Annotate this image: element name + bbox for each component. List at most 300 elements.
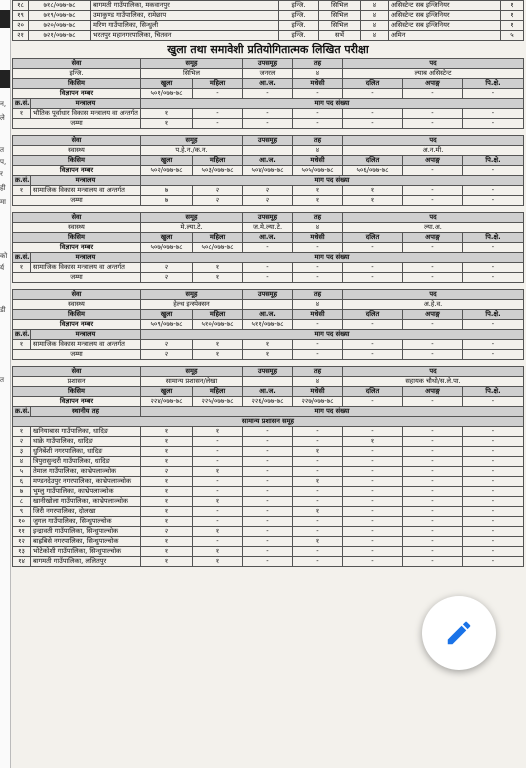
table-cell: २ xyxy=(141,350,193,360)
edge-text: त xyxy=(0,376,4,384)
table-cell: १ xyxy=(193,557,243,567)
table-cell: - xyxy=(293,497,343,507)
table-cell: २ xyxy=(13,437,31,447)
table-cell: ४ xyxy=(361,31,389,41)
table-cell: ७१९/०७७-७८ xyxy=(29,11,91,21)
table-cell: २ xyxy=(193,186,243,196)
edge-text: डी xyxy=(0,306,6,314)
table-row xyxy=(13,330,524,340)
vigyapan-number: ५१०/०७७-७८ xyxy=(193,320,243,330)
table-cell: - xyxy=(343,340,403,350)
vigyapan-label: विज्ञापन नम्बर xyxy=(13,397,141,407)
table-cell: १ xyxy=(141,109,193,119)
table-cell: मण्डनदेउपुर नगरपालिका, काभ्रेपलाञ्चोक xyxy=(31,477,141,487)
vigyapan-number: - xyxy=(403,320,463,330)
table-cell: ४ xyxy=(13,457,31,467)
table-cell: - xyxy=(403,537,463,547)
table-cell: - xyxy=(463,467,524,477)
mahila-header: महिला xyxy=(193,156,243,166)
vigyapan-number: - xyxy=(293,243,343,253)
table-row xyxy=(13,243,524,253)
table-cell: - xyxy=(403,109,463,119)
vacancy-table xyxy=(12,58,524,129)
table-row xyxy=(13,11,524,21)
table-row xyxy=(13,223,524,233)
table-cell: इन्जि. xyxy=(279,1,319,11)
table-cell: अमिन xyxy=(389,31,501,41)
table-cell: - xyxy=(293,273,343,283)
table-cell: - xyxy=(463,447,524,457)
table-cell: भौतिक पूर्वाधार विकास मन्त्रालय वा अन्तर्गत xyxy=(31,109,141,119)
table-row xyxy=(13,547,524,557)
pad-header: पद xyxy=(343,136,524,146)
table-cell: - xyxy=(463,477,524,487)
vigyapan-number: - xyxy=(403,166,463,176)
table-cell: ७२१/०७७-७८ xyxy=(29,31,91,41)
mahila-header: महिला xyxy=(193,387,243,397)
edge-mark xyxy=(0,70,10,88)
table-cell: - xyxy=(293,467,343,477)
mantralaya-header: मन्त्रालय xyxy=(31,176,141,186)
apanga-header: अपाङ्ग xyxy=(403,156,463,166)
upasamuh-header: उपसमूह xyxy=(243,213,293,223)
aaja-header: आ.ज. xyxy=(243,79,293,89)
table-cell: - xyxy=(343,507,403,517)
table-cell: १ xyxy=(293,186,343,196)
table-cell: भुम्लु गाउँपालिका, काभ्रेपलाञ्चोक xyxy=(31,487,141,497)
table-cell: - xyxy=(293,547,343,557)
table-cell: - xyxy=(293,527,343,537)
taha-header: तह xyxy=(293,367,343,377)
table-cell: - xyxy=(293,487,343,497)
table-cell: - xyxy=(343,350,403,360)
table-cell: धुनिबेंशी नगरपालिका, धादिङ xyxy=(31,447,141,457)
table-cell: - xyxy=(463,437,524,447)
maag-header: माग पद संख्या xyxy=(141,330,524,340)
upasamuh-header: उपसमूह xyxy=(243,367,293,377)
page-title: खुला तथा समावेशी प्रतियोगितात्मक लिखित परीक्षा xyxy=(167,43,369,56)
table-cell: - xyxy=(403,119,463,129)
table-cell: १ xyxy=(343,437,403,447)
table-cell: मरिण गाउँपालिका, सिन्धुली xyxy=(91,21,279,31)
table-cell: १ xyxy=(13,186,31,196)
vigyapan-label: विज्ञापन नम्बर xyxy=(13,89,141,99)
pichhe-header: पि.क्षे. xyxy=(463,233,524,243)
table-row xyxy=(13,109,524,119)
khula-header: खुला xyxy=(141,233,193,243)
dalit-header: दलित xyxy=(343,387,403,397)
vacancy-table xyxy=(12,289,524,360)
table-cell: थाक्रे गाउँपालिका, धादिङ xyxy=(31,437,141,447)
table-cell: - xyxy=(243,273,293,283)
aaja-header: आ.ज. xyxy=(243,310,293,320)
table-row xyxy=(13,196,524,206)
table-row xyxy=(13,367,524,377)
vigyapan-number: - xyxy=(293,320,343,330)
vigyapan-number: २२५/०७७-७८ xyxy=(193,397,243,407)
dalit-header: दलित xyxy=(343,79,403,89)
table-cell: ७ xyxy=(13,487,31,497)
edge-mark xyxy=(0,10,10,28)
table-cell: - xyxy=(403,340,463,350)
table-cell: १ xyxy=(243,340,293,350)
vigyapan-number: - xyxy=(463,397,524,407)
khula-header: खुला xyxy=(141,310,193,320)
table-cell: १० xyxy=(13,517,31,527)
table-cell: ४ xyxy=(361,11,389,21)
vigyapan-number: ५०५/०७७-७८ xyxy=(293,166,343,176)
table-cell: - xyxy=(403,467,463,477)
table-cell: १ xyxy=(293,447,343,457)
table-cell: - xyxy=(243,497,293,507)
pad-value: सहायक चौथो/स.ले.पा. xyxy=(343,377,524,387)
taha-header: तह xyxy=(293,59,343,69)
vigyapan-number: ५०३/०७७-७८ xyxy=(193,166,243,176)
pad-value: ल्याब असिस्टेन्ट xyxy=(343,69,524,79)
mantralaya-header: मन्त्रालय xyxy=(31,99,141,109)
table-cell: १८ xyxy=(13,1,29,11)
table-cell: बागमती गाउँपालिका, ललितपुर xyxy=(31,557,141,567)
table-cell: - xyxy=(243,517,293,527)
vacancy-table-local xyxy=(12,366,524,567)
madhesi-header: मधेसी xyxy=(293,156,343,166)
table-cell: - xyxy=(243,557,293,567)
vigyapan-number: - xyxy=(243,243,293,253)
edit-fab-button[interactable] xyxy=(422,596,496,670)
sewa-header: सेवा xyxy=(13,213,141,223)
sewa-value: स्वास्थ्य xyxy=(13,146,141,156)
table-cell: ४ xyxy=(361,1,389,11)
table-cell: - xyxy=(293,437,343,447)
edge-text: मा xyxy=(0,198,6,206)
table-cell: खानीखोला गाउँपालिका, काभ्रेपलाञ्चोक xyxy=(31,497,141,507)
table-cell: सामाजिक विकास मन्त्रालय वा अन्तर्गत xyxy=(31,263,141,273)
table-cell: सामाजिक विकास मन्त्रालय वा अन्तर्गत xyxy=(31,186,141,196)
aaja-header: आ.ज. xyxy=(243,233,293,243)
table-row xyxy=(13,21,524,31)
table-cell: भरतपुर महानगरपालिका, चितवन xyxy=(91,31,279,41)
taha-header: तह xyxy=(293,290,343,300)
madhesi-header: मधेसी xyxy=(293,79,343,89)
pichhe-header: पि.क्षे. xyxy=(463,387,524,397)
table-cell: इन्जि. xyxy=(279,21,319,31)
vigyapan-number: - xyxy=(463,89,524,99)
upasamuh-value xyxy=(243,146,293,156)
table-cell: - xyxy=(463,427,524,437)
edge-text: न, xyxy=(0,100,7,108)
table-cell: - xyxy=(193,477,243,487)
sewa-value: स्वास्थ्य xyxy=(13,300,141,310)
table-cell: ४ xyxy=(361,21,389,31)
mahila-header: महिला xyxy=(193,310,243,320)
table-cell: - xyxy=(343,109,403,119)
table-row xyxy=(13,507,524,517)
dalit-header: दलित xyxy=(343,156,403,166)
samuh-value: सिभिल xyxy=(141,69,243,79)
sewa-header: सेवा xyxy=(13,59,141,69)
samuh-value: सामान्य प्रशासन/लेखा xyxy=(141,377,243,387)
table-row xyxy=(13,233,524,243)
table-cell: १ xyxy=(141,517,193,527)
vigyapan-number: - xyxy=(403,397,463,407)
kisim-header: किसिम xyxy=(13,79,141,89)
table-cell: ९ xyxy=(13,507,31,517)
pad-value: ल्या.अ. xyxy=(343,223,524,233)
samuh-header: समूह xyxy=(141,290,243,300)
table-cell: - xyxy=(463,507,524,517)
vacancy-table xyxy=(12,212,524,283)
table-row xyxy=(13,99,524,109)
table-row xyxy=(13,557,524,567)
table-cell: १ xyxy=(141,447,193,457)
vigyapan-number: - xyxy=(343,397,403,407)
table-cell: - xyxy=(343,557,403,567)
table-cell: असिस्टेन्ट सब इन्जिनियर xyxy=(389,11,501,21)
table-cell: जुगल गाउँपालिका, सिन्धुपाल्चोक xyxy=(31,517,141,527)
upasamuh-value xyxy=(243,300,293,310)
table-cell: उमाकुण्ड गाउँपालिका, रामेछाप xyxy=(91,11,279,21)
table-cell: १ xyxy=(243,350,293,360)
table-row xyxy=(13,213,524,223)
table-cell: १ xyxy=(193,497,243,507)
vigyapan-number: - xyxy=(463,320,524,330)
table-cell: - xyxy=(463,340,524,350)
table-cell: - xyxy=(463,517,524,527)
table-cell: - xyxy=(343,537,403,547)
madhesi-header: मधेसी xyxy=(293,387,343,397)
table-cell: - xyxy=(343,263,403,273)
table-cell: २१ xyxy=(13,31,29,41)
table-cell: - xyxy=(193,517,243,527)
table-cell: १ xyxy=(193,527,243,537)
table-cell: - xyxy=(463,196,524,206)
table-cell: इन्द्रावती गाउँपालिका, सिन्धुपाल्चोक xyxy=(31,527,141,537)
vigyapan-number: ५०६/०७७-७८ xyxy=(343,166,403,176)
table-cell: १ xyxy=(193,427,243,437)
table-cell: ५ xyxy=(13,467,31,477)
mahila-header: महिला xyxy=(193,233,243,243)
table-cell: - xyxy=(463,547,524,557)
table-cell: - xyxy=(243,477,293,487)
table-cell: ३ xyxy=(13,447,31,457)
sewa-header: सेवा xyxy=(13,290,141,300)
table-cell: - xyxy=(243,537,293,547)
table-cell: १ xyxy=(141,507,193,517)
vigyapan-number: ५११/०७७-७८ xyxy=(243,320,293,330)
table-cell: - xyxy=(403,196,463,206)
table-cell: १ xyxy=(501,1,524,11)
table-row xyxy=(13,146,524,156)
table-cell: - xyxy=(463,457,524,467)
vacancy-table xyxy=(12,135,524,206)
upasamuh-header: उपसमूह xyxy=(243,136,293,146)
table-row xyxy=(13,397,524,407)
madhesi-header: मधेसी xyxy=(293,310,343,320)
table-cell: - xyxy=(403,447,463,457)
table-cell: १ xyxy=(13,427,31,437)
table-cell: - xyxy=(403,527,463,537)
kisim-header: किसिम xyxy=(13,310,141,320)
table-cell: - xyxy=(403,477,463,487)
table-cell: १ xyxy=(293,507,343,517)
samuh-header: समूह xyxy=(141,213,243,223)
kisim-header: किसिम xyxy=(13,233,141,243)
table-cell: १ xyxy=(343,196,403,206)
table-cell: - xyxy=(343,273,403,283)
edge-text: प, xyxy=(0,158,7,166)
vigyapan-number: २२७/०७७-७८ xyxy=(293,397,343,407)
table-cell: - xyxy=(403,497,463,507)
left-page-edge xyxy=(0,0,11,768)
table-cell: २० xyxy=(13,21,29,31)
vigyapan-label: विज्ञापन नम्बर xyxy=(13,320,141,330)
table-cell: सर्भे xyxy=(319,31,361,41)
table-row xyxy=(13,290,524,300)
table-cell: - xyxy=(193,507,243,517)
maag-header: माग पद संख्या xyxy=(141,253,524,263)
table-cell: १ xyxy=(13,109,31,119)
dalit-header: दलित xyxy=(343,233,403,243)
jamma-label: जम्मा xyxy=(13,350,141,360)
table-cell: १ xyxy=(193,273,243,283)
taha-value: ४ xyxy=(293,223,343,233)
jamma-label: जम्मा xyxy=(13,119,141,129)
kisim-header: किसिम xyxy=(13,156,141,166)
vigyapan-number: - xyxy=(293,89,343,99)
vigyapan-number: - xyxy=(243,89,293,99)
vigyapan-number: ५०९/०७७-७८ xyxy=(141,320,193,330)
apanga-header: अपाङ्ग xyxy=(403,79,463,89)
table-row xyxy=(13,263,524,273)
table-cell: - xyxy=(343,447,403,457)
pad-header: पद xyxy=(343,290,524,300)
table-row xyxy=(13,437,524,447)
table-row xyxy=(13,320,524,330)
table-cell: ८ xyxy=(13,497,31,507)
table-row xyxy=(13,417,524,427)
table-row xyxy=(13,119,524,129)
table-cell: - xyxy=(463,263,524,273)
table-row xyxy=(13,176,524,186)
table-cell: १ xyxy=(193,263,243,273)
table-cell: १ xyxy=(501,21,524,31)
table-cell: २ xyxy=(141,527,193,537)
vigyapan-number: ५०८/०७७-७८ xyxy=(193,243,243,253)
mantralaya-header: मन्त्रालय xyxy=(31,330,141,340)
table-cell: - xyxy=(463,273,524,283)
table-cell: - xyxy=(403,350,463,360)
table-row xyxy=(13,487,524,497)
table-cell: - xyxy=(293,340,343,350)
jamma-label: जम्मा xyxy=(13,273,141,283)
mahila-header: महिला xyxy=(193,79,243,89)
pichhe-header: पि.क्षे. xyxy=(463,310,524,320)
table-cell: - xyxy=(403,547,463,557)
table-cell: - xyxy=(463,557,524,567)
vigyapan-number: २२४/०७७-७८ xyxy=(141,397,193,407)
edge-text: त xyxy=(0,146,4,154)
table-cell: - xyxy=(463,497,524,507)
table-cell: बागमती गाउँपालिका, मकवानपुर xyxy=(91,1,279,11)
pad-header: पद xyxy=(343,59,524,69)
table-cell: १२ xyxy=(13,537,31,547)
table-cell: - xyxy=(293,350,343,360)
table-cell: - xyxy=(463,350,524,360)
apanga-header: अपाङ्ग xyxy=(403,310,463,320)
table-cell: ७१८/०७७-७८ xyxy=(29,1,91,11)
sewa-header: सेवा xyxy=(13,367,141,377)
table-cell: १९ xyxy=(13,11,29,21)
table-cell: - xyxy=(403,437,463,447)
table-cell: - xyxy=(343,497,403,507)
table-row xyxy=(13,136,524,146)
table-cell: - xyxy=(403,186,463,196)
maag-header: माग पद संख्या xyxy=(141,176,524,186)
taha-value: ४ xyxy=(293,69,343,79)
samuh-value: मे.ल्या.टे. xyxy=(141,223,243,233)
table-cell: - xyxy=(243,427,293,437)
table-cell: १ xyxy=(141,119,193,129)
upasamuh-value xyxy=(243,377,293,387)
table-cell: खनियाबास गाउँपालिका, धादिङ xyxy=(31,427,141,437)
table-cell: - xyxy=(403,487,463,497)
vigyapan-number: - xyxy=(403,89,463,99)
table-cell: १ xyxy=(293,537,343,547)
kra-header: क्र.सं. xyxy=(13,330,31,340)
upasamuh-value: जनरल xyxy=(243,69,293,79)
table-cell: २ xyxy=(141,273,193,283)
vigyapan-number: ५०७/०७७-७८ xyxy=(141,243,193,253)
table-cell: १ xyxy=(343,186,403,196)
pad-value: अ.न.मी. xyxy=(343,146,524,156)
table-cell: - xyxy=(403,507,463,517)
table-cell: १ xyxy=(141,537,193,547)
taha-value: ४ xyxy=(293,146,343,156)
table-cell: २ xyxy=(141,263,193,273)
vigyapan-number: - xyxy=(403,243,463,253)
table-cell: - xyxy=(463,487,524,497)
kra-header: क्र.सं. xyxy=(13,407,31,417)
table-cell: सिभिल xyxy=(319,21,361,31)
table-row xyxy=(13,447,524,457)
table-row xyxy=(13,477,524,487)
table-cell: - xyxy=(463,109,524,119)
table-cell: - xyxy=(293,263,343,273)
edge-text: ले xyxy=(0,114,5,122)
table-cell: १४ xyxy=(13,557,31,567)
pichhe-header: पि.क्षे. xyxy=(463,156,524,166)
table-row xyxy=(13,387,524,397)
aaja-header: आ.ज. xyxy=(243,156,293,166)
table-cell: - xyxy=(193,437,243,447)
edge-text: र्य xyxy=(0,264,5,272)
table-cell: त्रिपुरासुन्दरी गाउँपालिका, धादिङ xyxy=(31,457,141,467)
table-row xyxy=(13,537,524,547)
table-cell: १ xyxy=(193,547,243,557)
table-row xyxy=(13,517,524,527)
table-cell: - xyxy=(403,263,463,273)
table-cell: ६ xyxy=(13,477,31,487)
table-cell: ७ xyxy=(141,196,193,206)
table-cell: १३ xyxy=(13,547,31,557)
table-row xyxy=(13,467,524,477)
pad-header: पद xyxy=(343,213,524,223)
upasamuh-header: उपसमूह xyxy=(243,59,293,69)
vigyapan-number: ५०१/०७७-७८ xyxy=(141,89,193,99)
table-cell: - xyxy=(243,437,293,447)
table-cell: - xyxy=(403,273,463,283)
table-row xyxy=(13,59,524,69)
